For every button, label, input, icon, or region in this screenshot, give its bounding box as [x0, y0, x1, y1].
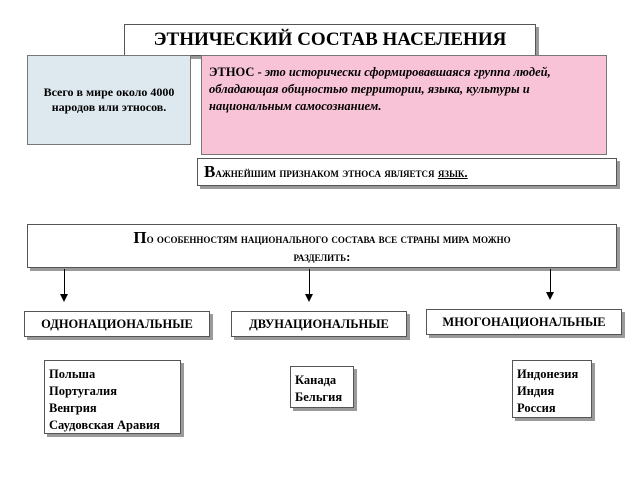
list-item: Канада: [295, 373, 337, 387]
list-item: Индия: [517, 384, 555, 398]
classification-line-1: о особенностям национального состава все страны мира можно: [146, 231, 511, 246]
world-peoples-count-box: [27, 55, 191, 145]
arrow-head-mono: [60, 294, 68, 302]
category-binational: ДВУНАЦИОНАЛЬНЫЕ: [231, 311, 407, 337]
category-multinational: МНОГОНАЦИОНАЛЬНЫЕ: [426, 309, 622, 335]
diagram-title: ЭТНИЧЕСКИЙ СОСТАВ НАСЕЛЕНИЯ: [124, 24, 536, 56]
binational-countries-list: [290, 366, 354, 408]
arrow-line-multi: [550, 269, 551, 293]
ethnos-definition-line-3: национальным самосознанием.: [209, 99, 382, 113]
key-sign-text: ажнейшим признаком этноса является: [215, 165, 438, 180]
mononational-countries-list: [44, 360, 181, 434]
list-item: Индонезия: [517, 367, 579, 381]
arrow-line-mono: [64, 269, 65, 295]
classification-line-2: разделить:: [293, 249, 351, 264]
arrow-head-multi: [546, 292, 554, 300]
classification-initial: П: [133, 228, 147, 247]
multinational-countries-list: [512, 360, 592, 418]
category-mononational: ОДНОНАЦИОНАЛЬНЫЕ: [24, 311, 210, 337]
list-item: Польша: [49, 367, 96, 381]
list-item: Венгрия: [49, 401, 97, 415]
classification-box: [27, 224, 617, 268]
ethnos-definition-line-2: обладающая общностью территории, языка, культуры и: [209, 82, 530, 96]
list-item: Россия: [517, 401, 556, 415]
arrow-line-bi: [309, 269, 310, 295]
key-sign-box: [197, 158, 617, 186]
ethnos-definition-box: [201, 55, 607, 155]
key-sign-emphasis: язык.: [437, 165, 468, 180]
list-item: Португалия: [49, 384, 117, 398]
arrow-head-bi: [305, 294, 313, 302]
ethnos-term: ЭТНОС: [209, 65, 255, 79]
list-item: Бельгия: [295, 390, 343, 404]
ethnos-definition-line-1: - это исторически сформировавшаяся группа людей,: [254, 65, 551, 79]
world-peoples-count-text: Всего в мире около 4000 народов или этносов.: [43, 85, 175, 114]
list-item: Саудовская Аравия: [49, 418, 160, 432]
key-sign-initial: В: [204, 162, 216, 181]
